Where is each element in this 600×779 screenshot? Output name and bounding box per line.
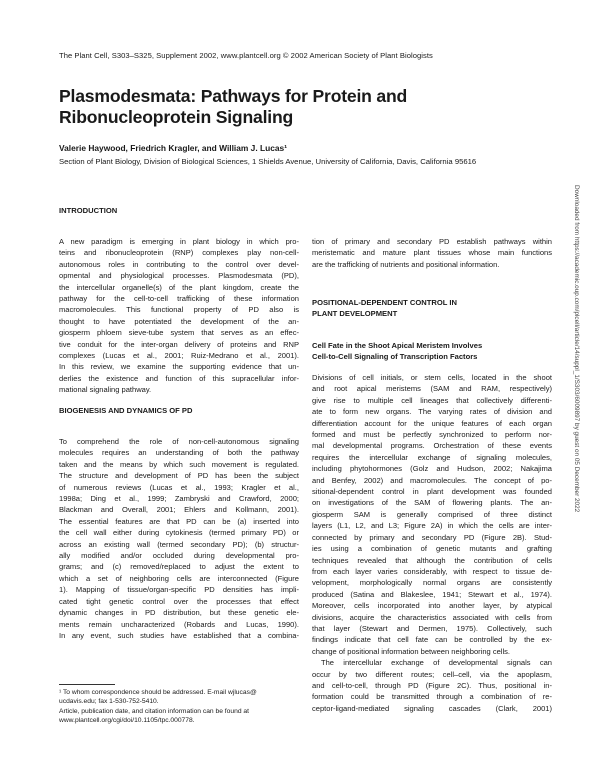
text-line: pathway for the cell-to-cell trafficking of these information — [59, 294, 299, 304]
text-line: are the trafficking of nutrients and positional information. — [312, 259, 500, 269]
text-line: giosperm phloem sieve-tube system that serves as an effec- — [59, 328, 299, 338]
text-line: occur by two different routes; cell–cell, via the apoplasm, — [312, 669, 552, 679]
introduction-paragraph — [59, 236, 299, 396]
footnote-line: ucdavis.edu; fax 1-530-752-5410. — [59, 698, 159, 706]
text-line: grams; and (c) removed/replaced to adjust the extent to — [59, 562, 299, 572]
cell-fate-subheading — [312, 340, 482, 363]
subheading-line: Cell-to-Cell Signaling of Transcription Factors — [312, 352, 478, 362]
text-line: ments remain uncharacterized (Robards and Lucas, 1990). — [59, 619, 299, 629]
text-line: tion of primary and secondary PD establish pathways within — [312, 237, 552, 246]
text-line: 1998a; Ding et al., 1999; Zambryski and Crawford, 2000; — [59, 494, 299, 504]
text-line: In any event, such studies have established that a combina- — [59, 630, 299, 640]
text-line: on investigations of the SAM of flowering plants. The an- — [312, 498, 552, 508]
text-line: giosperm SAM is generally comprised of three distinct — [312, 509, 552, 519]
text-line: ally modified and/or occluded during developmental pro- — [59, 551, 299, 561]
article-title — [59, 86, 529, 128]
text-line: sitional-dependent control in plant development was founded — [312, 487, 552, 497]
text-line: connected by primary and secondary PD (Figure 2B). Stud- — [312, 532, 552, 542]
positional-heading — [312, 297, 457, 320]
text-line: differentiation account for the unique features of each organ — [312, 418, 552, 428]
text-line: the cell wall either during cytokinesis (termed primary PD) or — [59, 528, 299, 538]
text-line: which a set of neighboring cells are interconnected (Figure — [59, 573, 299, 583]
footnote-rule — [59, 684, 115, 685]
text-line: across an existing wall (termed secondary PD); (b) structur- — [59, 539, 299, 549]
text-line: complexes (Lucas et al., 2001; Ruiz-Medrano et al., 2001). — [59, 351, 299, 361]
text-line: To comprehend the role of non-cell-autonomous signaling — [59, 437, 299, 446]
text-line: and cell-to-cell, through PD (Figure 2C). Thus, positional in- — [312, 680, 552, 690]
heading-line: POSITIONAL-DEPENDENT CONTROL IN — [312, 298, 457, 307]
footnote-line: www.plantcell.org/cgi/doi/10.1105/tpc.000778. — [59, 716, 195, 724]
text-line: The essential features are that PD can be (a) inserted into — [59, 516, 299, 526]
text-line: opmental and physiological processes. Plasmodesmata (PD), — [59, 271, 299, 281]
text-line: The structure and development of PD has been the subject — [59, 471, 299, 481]
text-line: layers (L1, L2, and L3; Figure 2A) in which the cells are inter- — [312, 521, 552, 531]
text-line: ceptor-ligand-mediated signaling cascades (Clark, 2001) — [312, 703, 552, 713]
text-line: ies using a combination of genetic mutants and grafting — [312, 544, 552, 554]
introduction-continued — [312, 236, 552, 270]
cell-fate-paragraph — [312, 372, 552, 714]
text-line: formation could be transmitted through a combination of re- — [312, 692, 552, 702]
journal-header: The Plant Cell, S303–S325, Supplement 2002, www.plantcell.org © 2002 American Society of Plant Biologists — [59, 51, 433, 60]
title-line: Ribonucleoprotein Signaling — [59, 107, 294, 127]
text-line: Divisions of cell initials, or stem cells, located in the shoot — [312, 373, 552, 382]
text-line: tive conduit for the inter-organ delivery of proteins and RNP — [59, 339, 299, 349]
text-line: techniques revealed that although the contribution of cells — [312, 555, 552, 565]
text-line: and root apical meristems (SAM and RAM, respectively) — [312, 384, 552, 394]
text-line: of numerous reviews (Lucas et al., 1993; Kragler et al., — [59, 482, 299, 492]
title-line: Plasmodesmata: Pathways for Protein and — [59, 86, 408, 106]
text-line: molecules requires an understanding of both the pathway — [59, 448, 299, 458]
text-line: mational signaling pathway. — [59, 385, 152, 395]
biogenesis-heading: BIOGENESIS AND DYNAMICS OF PD — [59, 406, 193, 415]
biogenesis-paragraph — [59, 436, 299, 641]
text-line: A new paradigm is emerging in plant biology in which pro- — [59, 237, 299, 246]
text-line: the intercellular organelle(s) of the plant kingdom, create the — [59, 282, 299, 292]
text-line: Moreover, cells incorporated into another layer, by atypical — [312, 601, 552, 611]
footnote-line: Article, publication date, and citation information can be found at — [59, 707, 249, 715]
text-line: In this review, we examine the supporting evidence that un- — [59, 362, 299, 372]
text-line: derlies the existence and function of this supracellular infor- — [59, 373, 299, 383]
introduction-heading: INTRODUCTION — [59, 206, 118, 215]
text-line: meristematic and mature plant tissues whose main functions — [312, 248, 552, 258]
text-line: divisions, acquire the characteristics associated with cells from — [312, 612, 552, 622]
text-line: dynamic changes in PD distribution, but these genetic ele- — [59, 608, 299, 618]
text-line: that layer (Stewart and Dermen, 1975). Collectively, such — [312, 623, 552, 633]
text-line: thought to have potentiated the development of the an- — [59, 316, 299, 326]
text-line: produced (Satina and Blakeslee, 1941; Stewart et al., 1974). — [312, 589, 552, 599]
text-line: cated tight genetic control over the processes that effect — [59, 596, 299, 606]
text-line: autonomous roles in contributing to the control over devel- — [59, 259, 299, 269]
text-line: and Benfey, 2002) and macromolecules. The concept of po- — [312, 475, 552, 485]
download-watermark: Downloaded from https://academic.oup.com/plcell/article/14/suppl_1/S303/6009897 by guest on 05 December 2022 — [573, 185, 580, 513]
text-line: mal developmental programs. Orchestration of these events — [312, 441, 552, 451]
footnotes — [59, 688, 299, 725]
heading-line: PLANT DEVELOPMENT — [312, 309, 398, 319]
author-list: Valerie Haywood, Friedrich Kragler, and William J. Lucas¹ — [59, 143, 287, 153]
text-line: change of positional information between neighboring cells. — [312, 646, 511, 656]
footnote-line: ¹ To whom correspondence should be addressed. E-mail wjlucas@ — [59, 689, 257, 696]
text-line: Blackman and Overall, 2001; Ehlers and Kollmann, 2001). — [59, 505, 299, 515]
text-line: findings indicate that cell fate can be controlled by the ex- — [312, 635, 552, 645]
text-line: formed and must be perfectly synchronized to perform nor- — [312, 430, 552, 440]
affiliation: Section of Plant Biology, Division of Biological Sciences, 1 Shields Avenue, University of California, Davis, California 95616 — [59, 157, 477, 166]
text-line: give rise to multiple cell lineages that collectively differenti- — [312, 395, 552, 405]
text-line: ate to form new organs. The varying rates of division and — [312, 407, 552, 417]
text-line: macromolecules. This functional property of PD also is — [59, 305, 299, 315]
text-line: requires the intercellular exchange of signaling molecules, — [312, 452, 552, 462]
subheading-line: Cell Fate in the Shoot Apical Meristem Involves — [312, 341, 483, 350]
text-line: The intercellular exchange of developmental signals can — [321, 658, 552, 668]
text-line: taken and the means by which such movement is regulated. — [59, 459, 299, 469]
text-line: 1). Mapping of tissue/organ-specific PD densities has impli- — [59, 585, 299, 595]
text-line: from each layer varies considerably, with respect to tissue de- — [312, 566, 552, 576]
text-line: velopment, morphologically normal organs are consistently — [312, 578, 552, 588]
text-line: including phytohormones (Golz and Hudson, 2002; Nakajima — [312, 464, 552, 474]
text-line: teins and ribonucleoprotein (RNP) complexes play non-cell- — [59, 248, 299, 258]
